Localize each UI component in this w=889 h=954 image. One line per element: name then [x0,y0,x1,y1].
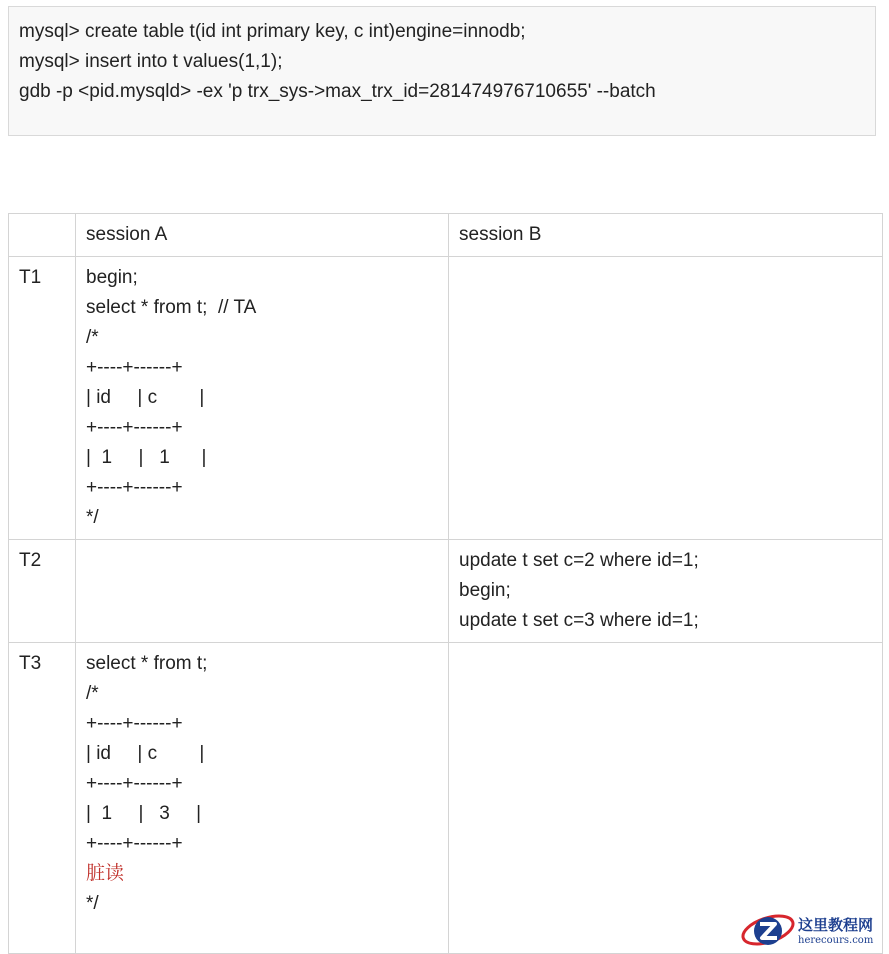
cell-line: update t set c=3 where id=1; [459,610,699,631]
session-b-cell [449,257,883,540]
cell-line: +----+------+ [86,477,183,498]
cell-line: */ [86,893,99,914]
cell-line: +----+------+ [86,357,183,378]
dirty-read-note: 脏读 [86,863,125,884]
cell-line: /* [86,683,99,704]
header-session-a: session A [76,214,449,257]
table-header-row [9,214,883,257]
cell-line: begin; [86,267,138,288]
session-b-cell [449,643,883,954]
cell-line: select * from t; [86,653,208,674]
session-a-cell [76,643,449,954]
table-row-t1 [9,257,883,540]
cell-line: select * from t; // TA [86,297,257,318]
cell-line: +----+------+ [86,713,183,734]
header-time [9,214,76,257]
cell-line: | 1 | 3 | [86,803,202,824]
cell-line: */ [86,507,99,528]
code-line-1: mysql> create table t(id int primary key, c int)engine=innodb; [19,21,526,42]
watermark-title: 这里教程网 [798,916,874,934]
row-label: T1 [9,257,76,540]
logo-mark-icon [740,908,796,953]
session-b-cell [449,540,883,643]
cell-line: | 1 | 1 | [86,447,207,468]
cell-line: +----+------+ [86,773,183,794]
cell-line: | id | c | [86,387,205,408]
table-row-t2 [9,540,883,643]
cell-line: | id | c | [86,743,205,764]
cell-line: +----+------+ [86,417,183,438]
cell-line: /* [86,327,99,348]
header-session-b: session B [449,214,883,257]
code-block [8,6,876,136]
table-row-t3 [9,643,883,954]
transaction-table [8,213,883,954]
code-line-2: mysql> insert into t values(1,1); [19,51,283,72]
row-label: T3 [9,643,76,954]
row-label: T2 [9,540,76,643]
cell-line: +----+------+ [86,833,183,854]
code-line-3: gdb -p <pid.mysqld> -ex 'p trx_sys->max_trx_id=281474976710655' --batch [19,81,656,102]
cell-line: begin; [459,580,511,601]
watermark-logo [740,908,889,953]
session-a-cell [76,257,449,540]
session-a-cell [76,540,449,643]
watermark-url: herecours.com [798,935,874,946]
cell-line: update t set c=2 where id=1; [459,550,699,571]
